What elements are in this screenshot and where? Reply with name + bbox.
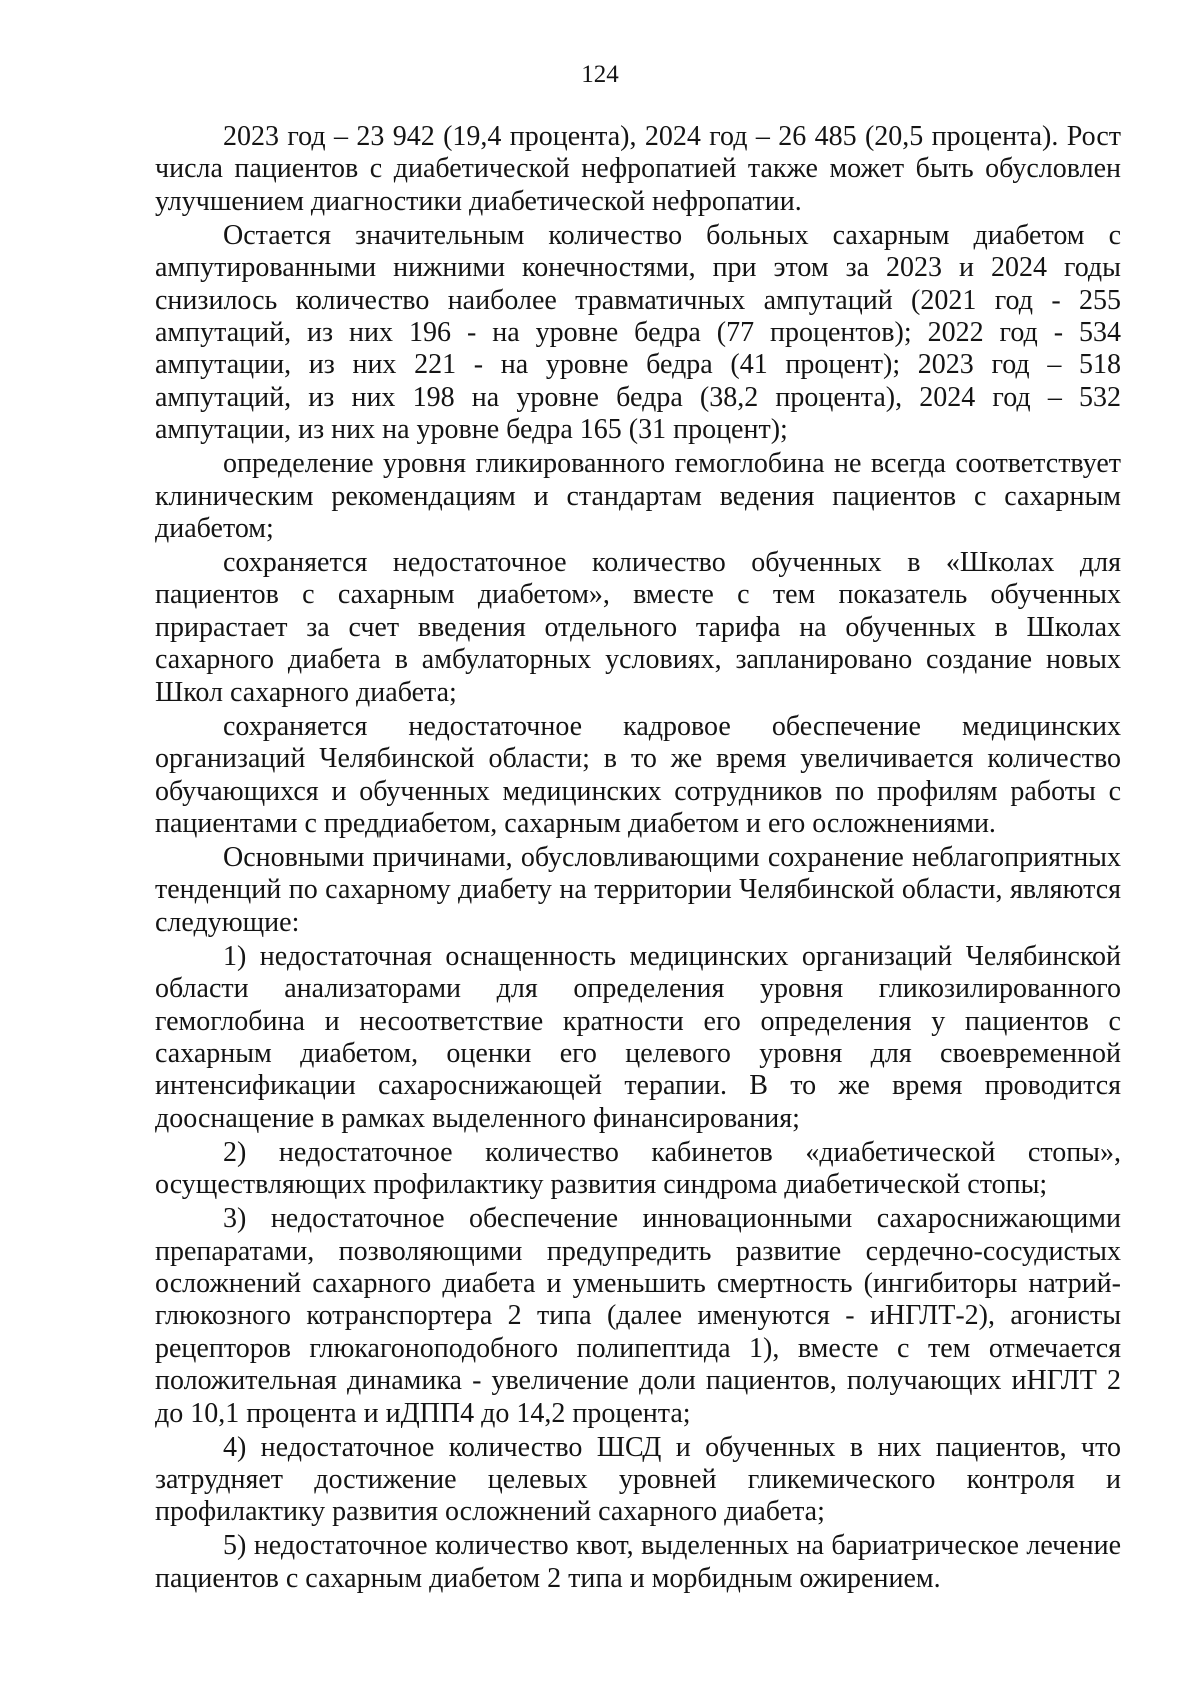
paragraph-diabetes-schools: сохраняется недостаточное количество обученных в «Школах для пациентов с сахарным диабетом», вместе с тем показатель обученных прирастает за счет введения отдельного тарифа на обученных в Школах сахарного диабета в амбулаторных условиях, запланировано создание новых Школ сахарного диабета; xyxy=(155,547,1121,708)
paragraph-nephropathy-stats: 2023 год – 23 942 (19,4 процента), 2024 год – 26 485 (20,5 процента). Рост числа пациентов с диабетической нефропатией также может быть обусловлен улучшением диагностики диабетической нефропатии. xyxy=(155,121,1121,217)
page-number: 124 xyxy=(581,61,619,88)
document-body xyxy=(155,121,1121,1595)
list-item-4: 4) недостаточное количество ШСД и обученных в них пациентов, что затрудняет достижение целевых уровней гликемического контроля и профилактику развития осложнений сахарного диабета; xyxy=(155,1431,1121,1528)
list-item-3: 3) недостаточное обеспечение инновационными сахароснижающими препаратами, позволяющими предупредить развитие сердечно-сосудистых осложнений сахарного диабета и уменьшить смертность (ингибиторы натрий-глюкозного котранспортера 2 типа (далее именуются - иНГЛТ-2), агонисты рецепторов глюкагоноподобного полипептида 1), вместе с тем отмечается положительная динамика - увеличение доли пациентов, получающих иНГЛТ 2 до 10,1 процента и иДПП4 до 14,2 процента; xyxy=(155,1203,1121,1429)
paragraph-glycated-hemoglobin: определение уровня гликированного гемоглобина не всегда соответствует клиническим рекомендациям и стандартам ведения пациентов с сахарным диабетом; xyxy=(155,448,1121,545)
paragraph-amputations: Остается значительным количество больных сахарным диабетом с ампутированными нижними конечностями, при этом за 2023 и 2024 годы снизилось количество наиболее травматичных ампутаций (2021 год - 255 ампутаций, из них 196 - на уровне бедра (77 процентов); 2022 год - 534 ампутации, из них 221 - на уровне бедра (41 процент); 2023 год – 518 ампутаций, из них 198 на уровне бедра (38,2 процента), 2024 год – 532 ампутации, из них на уровне бедра 165 (31 процент); xyxy=(155,219,1121,446)
list-item-2: 2) недостаточное количество кабинетов «диабетической стопы», осуществляющих профилактику развития синдрома диабетической стопы; xyxy=(155,1136,1121,1201)
list-item-1: 1) недостаточная оснащенность медицинских организаций Челябинской области анализаторами для определения уровня гликозилированного гемоглобина и несоответствие кратности его определения у пациентов с сахарным диабетом, оценки его целевого уровня для своевременной интенсификации сахароснижающей терапии. В то же время проводится дооснащение в рамках выделенного финансирования; xyxy=(155,940,1121,1134)
paragraph-main-causes: Основными причинами, обусловливающими сохранение неблагоприятных тенденций по сахарному диабету на территории Челябинской области, являются следующие: xyxy=(155,841,1121,938)
list-item-5: 5) недостаточное количество квот, выделенных на бариатрическое лечение пациентов с сахарным диабетом 2 типа и морбидным ожирением. xyxy=(155,1530,1121,1594)
paragraph-staffing: сохраняется недостаточное кадровое обеспечение медицинских организаций Челябинской области; в то же время увеличивается количество обучающихся и обученных медицинских сотрудников по профилям работы с пациентами с преддиабетом, сахарным диабетом и его осложнениями. xyxy=(155,710,1121,839)
